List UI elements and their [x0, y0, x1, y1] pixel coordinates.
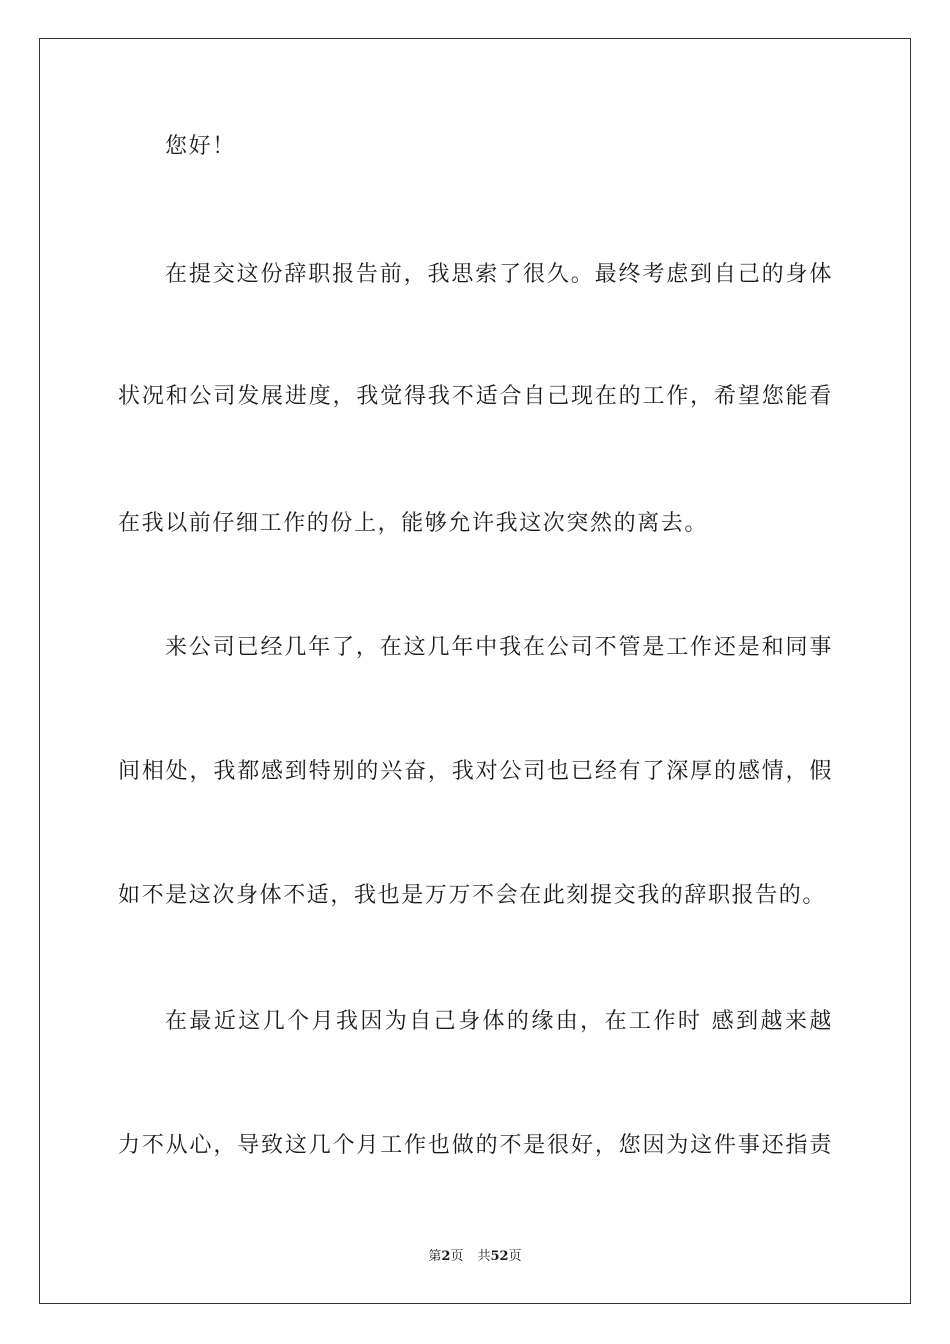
footer-page-current: 2 [441, 1249, 451, 1264]
paragraph-1-line-2: 状况和公司发展进度，我觉得我不适合自己现在的工作，希望您能看 [118, 384, 833, 409]
paragraph-2-line-3: 如不是这次身体不适，我也是万万不会在此刻提交我的辞职报告的。 [118, 883, 827, 908]
footer-page-total: 52 [490, 1249, 509, 1264]
footer-total-prefix: 共 [477, 1249, 491, 1264]
footer-page-suffix: 页 [450, 1249, 464, 1264]
paragraph-1-line-3: 在我以前仔细工作的份上，能够允许我这次突然的离去。 [118, 511, 709, 536]
greeting-line: 您好！ [165, 134, 236, 159]
paragraph-2-line-2: 间相处，我都感到特别的兴奋，我对公司也已经有了深厚的感情，假 [118, 759, 833, 784]
page-footer [0, 1247, 950, 1267]
paragraph-3-line-1: 在最近这几个月我因为自己身体的缘由，在工作时 感到越来越 [165, 1009, 833, 1034]
paragraph-3-line-2: 力不从心，导致这几个月工作也做的不是很好，您因为这件事还指责 [118, 1133, 833, 1158]
paragraph-1-line-1: 在提交这份辞职报告前，我思索了很久。最终考虑到自己的身体 [165, 262, 833, 287]
paragraph-2-line-1: 来公司已经几年了，在这几年中我在公司不管是工作还是和同事 [165, 635, 833, 660]
footer-page-prefix: 第 [428, 1249, 442, 1264]
footer-total-suffix: 页 [508, 1249, 522, 1264]
page-border [39, 38, 911, 1304]
